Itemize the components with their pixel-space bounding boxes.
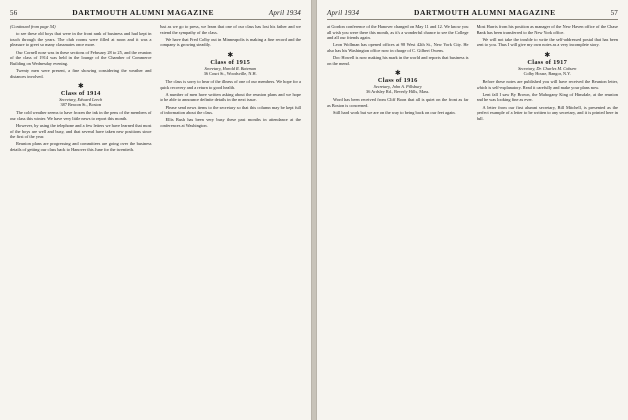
text-columns [10, 24, 301, 420]
left-page [0, 0, 312, 420]
paragraph: Ellis Bush has been very busy these past months in attendance at the conferences at Washington. [159, 117, 301, 128]
section-secretary: Secretary, Edward Leech [59, 97, 103, 103]
star-ornament-icon: ✱ [227, 50, 234, 59]
star-ornament-icon: ✱ [394, 69, 401, 78]
section-heading: Class of 1917 [527, 58, 568, 66]
star-ornament-icon: ✱ [544, 50, 551, 59]
section-address: Colby House, Bangor, N.Y. [523, 70, 571, 76]
text-columns [327, 24, 618, 420]
paragraph: A letter from our first alumni secretary, Bill Mitchell, is presented as the perfect example of a letter to be written to any secretary, and it is printed here in full. [476, 104, 618, 121]
paragraph: Leon Wollman has opened offices at 98 West 42th St., New York City. He also has his Washington office now in charge of C. Gilbert Owens. [327, 42, 469, 53]
paragraph: Lent fall I saw By Brown, the Mahogany King of Hinsdale, at the reunion and he was looking fine as ever. [476, 91, 618, 103]
section-heading: Class of 1914 [60, 90, 101, 98]
page-header [10, 8, 301, 20]
issue-date: April 1934 [327, 9, 360, 17]
column-2 [477, 24, 619, 420]
column-1 [327, 24, 469, 420]
section-heading: Class of 1916 [377, 77, 418, 85]
paragraph: at Gordon conference of the Hanover changed on May 11 and 12. We know you all wish you were there this month, as it's a wonderful chance to see the College and all our friends again. [327, 24, 469, 41]
page-number: 57 [610, 9, 618, 17]
paragraph: Most Harris from his position as manager of the New Haven office of the Chase Bank has been transferred to the New York office. [476, 24, 618, 35]
class-section-1914 [10, 83, 152, 107]
paragraph: Please send news items to the secretary so that this column may be kept full of information about the class. [159, 104, 301, 116]
paragraph: A number of men have written asking about the reunion plans and we hope to be able to announce definite details in the next issue. [159, 91, 301, 103]
paragraph: We have that Fred Colby out in Minneapolis is making a fine record and the company is growing steadily. [159, 36, 301, 48]
paragraph: Doc Howell is now making his mark in the world and reports that business is on the mend. [327, 55, 469, 66]
paragraph: We will not take the trouble to write the self-addressed postal that has been sent to you. Thus I will give my own notes as a very incomplete story. [476, 36, 618, 48]
magazine-title: DARTMOUTH ALUMNI MAGAZINE [413, 8, 556, 17]
class-section-1916 [327, 70, 469, 94]
paragraph: Just as we go to press, we learn that one of our class has lost his father and we extend the sympathy of the class. [159, 24, 301, 35]
class-section-1915 [160, 52, 302, 76]
page-number: 56 [10, 9, 18, 17]
issue-date: April 1934 [268, 9, 301, 17]
section-secretary: Secretary, John A. Pillsbury [373, 84, 422, 90]
star-ornament-icon: ✱ [77, 82, 84, 91]
paragraph: to see these old boys that were in the front rank of business and had kept in touch through the years. The club rooms were filled at noon and it was a pleasure to greet so many classmates once more. [10, 31, 152, 48]
paragraph: Reunion plans are progressing and committees are going over the business details of getting our class back to Hanover this June for the twentieth. [10, 141, 152, 152]
class-section-1917 [477, 52, 619, 76]
paragraph: Word has been received from Cliff Boon that all is quiet on the front as far as Boston is concerned. [327, 97, 469, 108]
section-address: 36 Ardsley Rd., Beverly Hills, Mass. [366, 89, 430, 95]
page-header [327, 8, 618, 20]
paragraph: The class is sorry to hear of the illness of one of our members. We hope for a quick recovery and a return to good health. [159, 78, 301, 90]
magazine-title: DARTMOUTH ALUMNI MAGAZINE [72, 8, 215, 17]
right-page [316, 0, 628, 420]
paragraph: However, by using the telephone and a few letters we have learned that most of the boys are well and busy, and that several have taken new positions since the first of the year. [10, 122, 152, 140]
paragraph: Our Cornell nose was in these sections of February 28 to 25, and the reunion of the class of 1914 was held in the lounge of the Chamber of Commerce Building on Wednesday evening. [10, 49, 152, 66]
paragraph: Before these notes are published you will have received the Reunion letter, which is self-explanatory. Read it carefully and make your plans now. [476, 78, 618, 90]
section-secretary: Secretary, Harold R. Bateman [204, 65, 257, 71]
section-heading: Class of 1915 [210, 58, 251, 66]
section-address: 36 Court St., Woodsville, N.H. [203, 70, 257, 76]
section-address: 387 Beacon St., Boston [60, 102, 101, 108]
paragraph: Twenty men were present, a fine showing considering the weather and distances involved. [10, 67, 152, 79]
paragraph: The cold weather seems to have frozen the ink in the pens of the members of our class this winter. We have very little news to report this month. [10, 110, 152, 121]
continued-note: (Continued from page 54) [10, 24, 56, 29]
column-2 [160, 24, 302, 420]
section-secretary: Secretary, Dr. Charles M. Coburn [518, 65, 577, 71]
column-1 [10, 24, 152, 420]
paragraph: Still hard work but we are on the way to being back on our feet again. [333, 110, 456, 116]
